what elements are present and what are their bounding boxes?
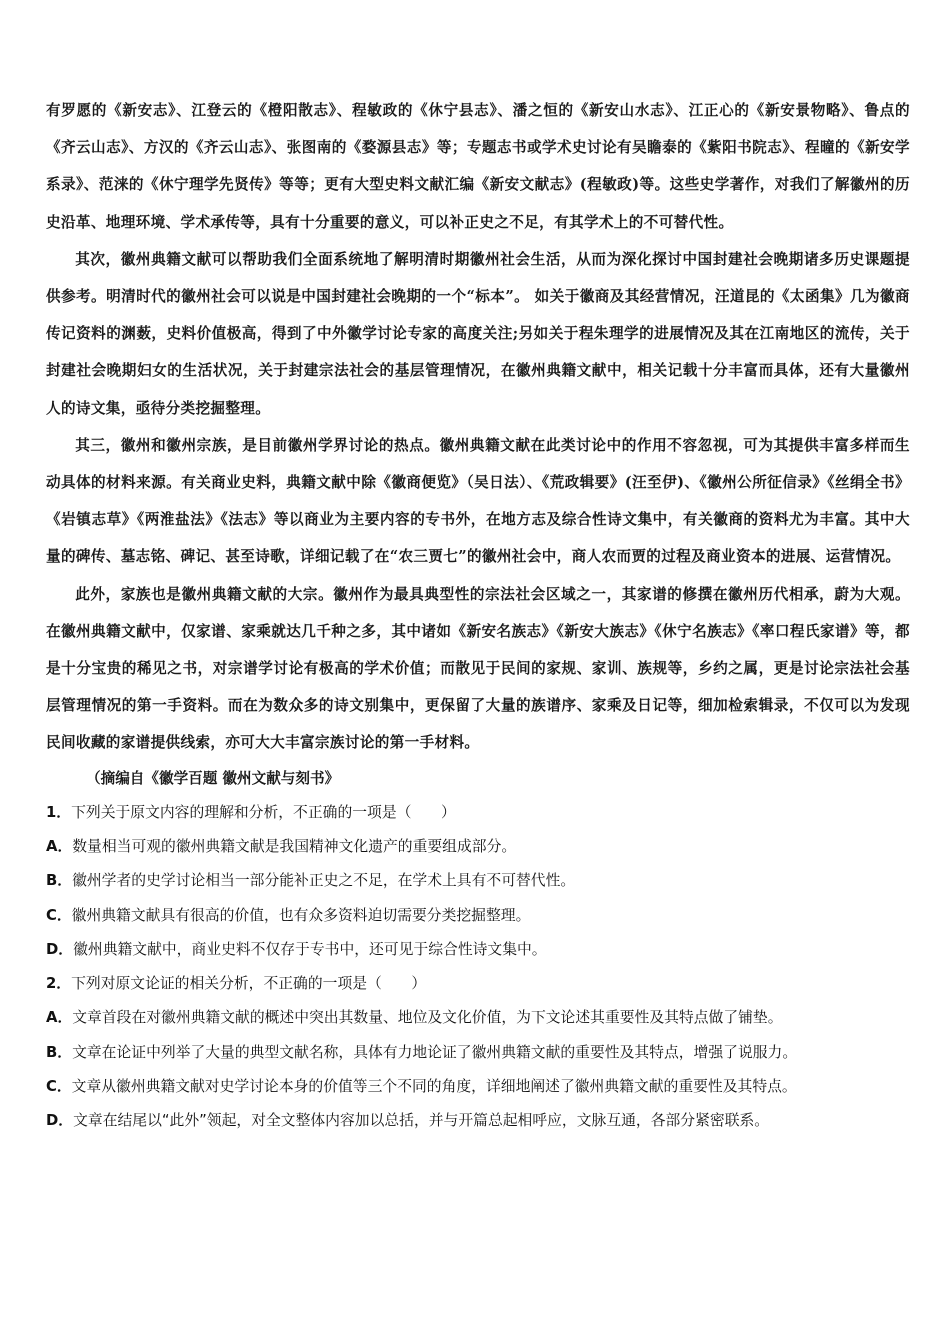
passage-source-note: （摘编自《徽学百题 徽州文献与刻书》 (86, 769, 340, 787)
option-text: 徽州典籍文献中，商业史料不仅存于专书中，还可见于综合性诗文集中。 (73, 940, 547, 958)
question-2 (46, 967, 910, 1138)
passage-paragraph-2: 其次，徽州典籍文献可以帮助我们全面系统地了解明清时期徽州社会生活，从而为深化探讨中国封建社会晚期诸多历史课题提供参考。明清时代的徽州社会可以说是中国封建社会晚期的一个“标本”。 如关于徽商及其经营情况，汪道昆的《太函集》几为徽商传记资料的渊薮，史料价值极高，得到了中外徽学讨论专家的高度关注;另如关于程朱理学的进展情况及其在江南地区的流传，关于封建社会晚期妇女的生活状况，关于封建宗法社会的基层管理情况，在徽州典籍文献中，相关记载十分丰富而具体，还有大量徽州人的诗文集，亟待分类挖掘整理。 (46, 250, 910, 417)
option-letter: B． (46, 872, 73, 890)
passage-paragraph-3: 其三，徽州和徽州宗族，是目前徽州学界讨论的热点。徽州典籍文献在此类讨论中的作用不容忽视，可为其提供丰富多样而生动具体的材料来源。有关商业史料，典籍文献中除《徽商便览》（吴日法）、《荒政辑要》(汪至伊)、《徽州公所征信录》《丝绢全书》《岩镇志草》《两淮盐法》《法志》等以商业为主要内容的专书外，在地方志及综合性诗文集中，有关徽商的资料尤为丰富。其中大量的碑传、墓志铭、碑记、甚至诗歌，详细记载了在“农三贾七”的徽州社会中，商人农而贾的过程及商业资本的进展、运营情况。 (46, 436, 910, 566)
question-number: 1． (46, 803, 72, 821)
option-letter: A． (46, 837, 73, 855)
question-number: 2． (46, 975, 72, 993)
option-letter: C． (46, 906, 72, 924)
option-a (46, 830, 910, 864)
option-c (46, 899, 910, 933)
option-c (46, 1070, 910, 1104)
option-text: 徽州典籍文献具有很高的价值，也有众多资料迫切需要分类挖掘整理。 (71, 906, 531, 924)
option-letter: C． (46, 1078, 72, 1096)
question-stem (46, 967, 910, 1001)
option-letter: B． (46, 1043, 73, 1061)
option-d (46, 933, 910, 967)
option-text: 文章首段在对徽州典籍文献的概述中突出其数量、地位及文化价值，为下文论述其重要性及其特点做了铺垫。 (72, 1009, 783, 1027)
passage-paragraph-4: 此外，家族也是徽州典籍文献的大宗。徽州作为最具典型性的宗法社会区域之一，其家谱的修撰在徽州历代相承，蔚为大观。在徽州典籍文献中，仅家谱、家乘就达几千种之多，其中诸如《新安名族志》《新安大族志》《休宁名族志》《率口程氏家谱》等，都是十分宝贵的稀见之书，对宗谱学讨论有极高的学术价值；而散见于民间的家规、家训、族规等，乡约之属，更是讨论宗法社会基层管理情况的第一手资料。而在为数众多的诗文别集中，更保留了大量的族谱序、家乘及日记等，细加检索辑录，不仅可以为发现民间收藏的家谱提供线索，亦可大大丰富宗族讨论的第一手材料。 (46, 585, 910, 752)
question-text: 下列对原文论证的相关分析，不正确的一项是（ ） (71, 975, 427, 993)
option-text: 徽州学者的史学讨论相当一部分能补正史之不足，在学术上具有不可替代性。 (72, 872, 576, 890)
option-a (46, 1001, 910, 1035)
option-text: 文章在结尾以“此外”领起，对全文整体内容加以总括，并与开篇总起相呼应，文脉互通，各部分紧密联系。 (73, 1112, 770, 1130)
option-letter: D． (46, 1112, 74, 1130)
option-b (46, 1036, 910, 1070)
question-stem (46, 796, 910, 830)
option-d (46, 1104, 910, 1138)
passage-paragraph-1: 有罗愿的《新安志》、江登云的《橙阳散志》、程敏政的《休宁县志》、潘之恒的《新安山水志》、江正心的《新安景物略》、鲁点的《齐云山志》、方汉的《齐云山志》、张图南的《婺源县志》等；专题志书或学术史讨论有吴瞻泰的《紫阳书院志》、程曈的《新安学系录》、范涞的《休宁理学先贤传》等等；更有大型史料文献汇编《新安文献志》(程敏政)等。这些史学著作，对我们了解徽州的历史沿革、地理环境、学术承传等，具有十分重要的意义，可以补正史之不足，有其学术上的不可替代性。 (46, 102, 910, 231)
option-letter: A． (46, 1009, 73, 1027)
option-letter: D． (46, 940, 74, 958)
option-text: 文章从徽州典籍文献对史学讨论本身的价值等三个不同的角度，详细地阐述了徽州典籍文献的重要性及其特点。 (71, 1078, 797, 1096)
document-page (46, 92, 910, 1139)
question-text: 下列关于原文内容的理解和分析，不正确的一项是（ ） (71, 803, 456, 821)
reading-passage (46, 92, 910, 762)
option-text: 数量相当可观的徽州典籍文献是我国精神文化遗产的重要组成部分。 (72, 837, 517, 855)
question-1 (46, 796, 910, 967)
option-b (46, 864, 910, 898)
option-text: 文章在论证中列举了大量的典型文献名称，具体有力地论证了徽州典籍文献的重要性及其特点，增强了说服力。 (72, 1043, 798, 1061)
